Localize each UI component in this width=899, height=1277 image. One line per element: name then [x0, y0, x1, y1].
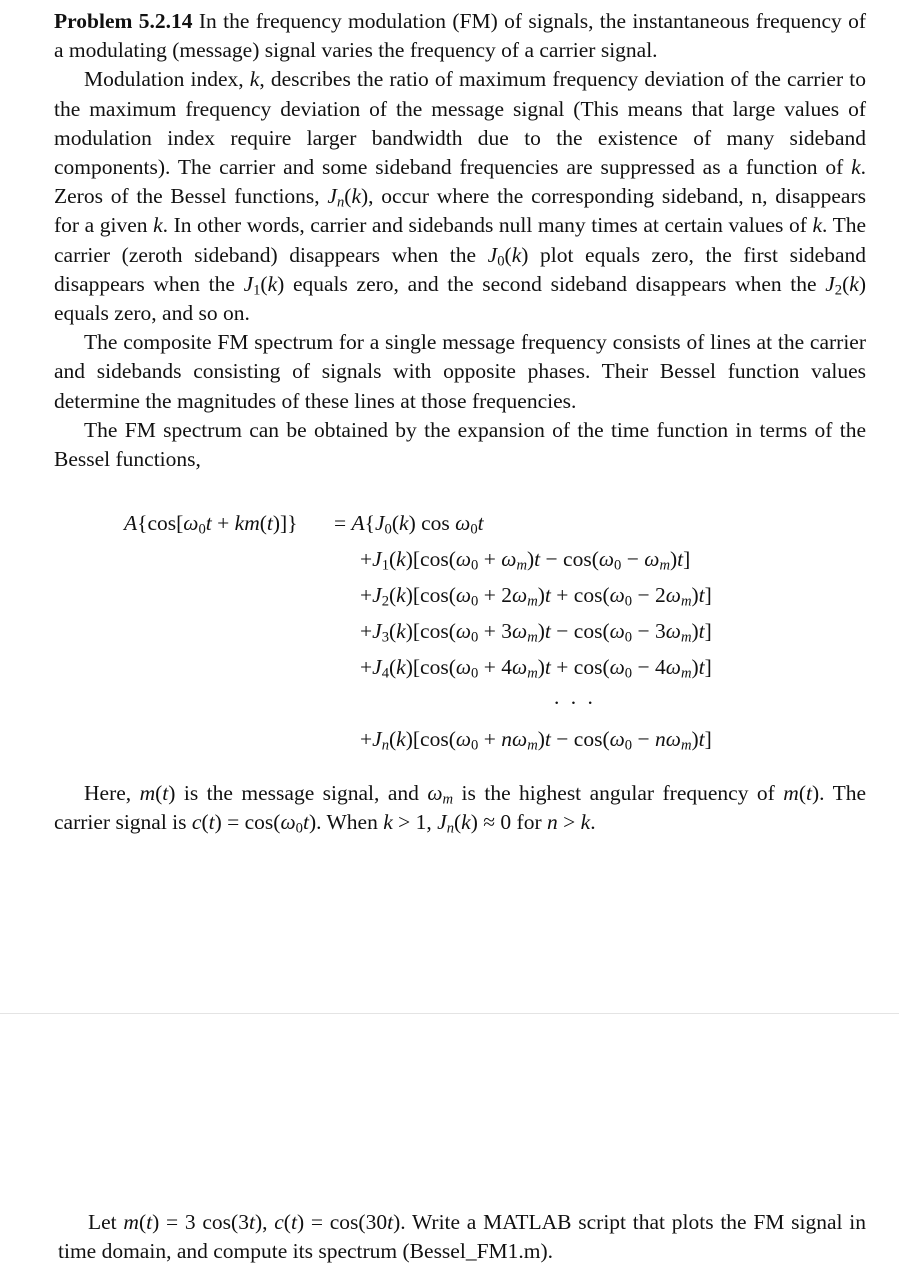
paragraph-expansion: The FM spectrum can be obtained by the expansion of the time function in terms of the Bessel functions,: [54, 417, 866, 472]
equation-line-5: $+J_4(k)[\cos(\omega_0 + 4\omega_m)t + \cos(\omega_0 - 4\omega_m)t]$: [360, 655, 712, 682]
task-paragraph: Let m(t) = 3 cos(3t), c(t) = cos(30t). Write a MATLAB script that plots the FM signal in time domain, and compute its spectrum (Bessel_FM1.m).: [58, 1210, 867, 1264]
equation-line-2: $+J_1(k)[\cos(\omega_0 + \omega_m)t - \cos(\omega_0 - \omega_m)t]$: [360, 547, 691, 574]
bessel-expansion-equation: [124, 505, 824, 757]
equation-line-n: $+J_n(k)[\cos(\omega_0 + n\omega_m)t - \cos(\omega_0 - n\omega_m)t]$: [360, 727, 712, 754]
paragraph-modulation-index: Modulation index, k, describes the ratio of maximum frequency deviation of the carrier to the maximum frequency deviation of the message signal (This means that large values of modulation index require larger bandwidth due to the existence of many sideband components). The carrier and some sideband frequencies are suppressed as a function of k. Zeros of the Bessel functions, $J_n(k)$, occur where the corresponding sideband, n, disappears for a given k. In other words, carrier and sidebands null many times at certain values of k. The carrier (zeroth sideband) disappears when the $J_0(k)$ plot equals zero, the first sideband disappears when the $J_1(k)$ equals zero, and the second sideband disappears when the $J_2(k)$ equals zero, and so on.: [54, 67, 867, 326]
paragraph-composite-spectrum: The composite FM spectrum for a single message frequency consists of lines at the carrier and sidebands consisting of signals with opposite phases. Their Bessel function values determine the magnitudes of these lines at those frequencies.: [54, 330, 866, 413]
intro-sentence: In the frequency modulation (FM) of signals, the instantaneous frequency of a modulating (message) signal varies the frequency of a carrier signal.: [54, 9, 867, 63]
equation-line-3: $+J_2(k)[\cos(\omega_0 + 2\omega_m)t + \cos(\omega_0 - 2\omega_m)t]$: [360, 583, 712, 610]
equation-line-4: $+J_3(k)[\cos(\omega_0 + 3\omega_m)t - \cos(\omega_0 - 3\omega_m)t]$: [360, 619, 712, 646]
problem-statement: [54, 7, 866, 474]
paragraph-intro: [54, 7, 866, 65]
equation-line-1: $A\{\cos[\omega_0t + km(t)]\}$ = $A\{J_0(k)$ $\cos \omega_0t$: [124, 511, 484, 538]
page-divider: [0, 1013, 899, 1014]
equation-ellipsis: . . .: [554, 685, 596, 709]
definitions-paragraph: Here, m(t) is the message signal, and $\omega_m$ is the highest angular frequency of m(t). The carrier signal is $c(t) = \cos(\omega_0t)$. When k > 1, $J_n(k) \approx 0$ for n > k.: [54, 781, 866, 837]
problem-label: Problem 5.2.14: [54, 9, 193, 33]
